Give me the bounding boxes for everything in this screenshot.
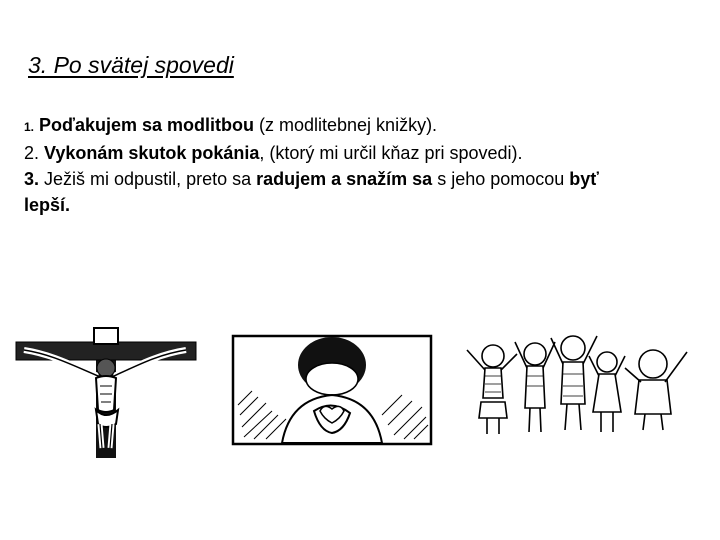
list-item-3-continuation	[24, 192, 696, 218]
happy-children-icon	[455, 322, 695, 437]
item-text-bold: byť	[569, 169, 599, 189]
instruction-list	[24, 112, 696, 218]
item-text-bold: Poďakujem sa modlitbou	[34, 115, 254, 135]
item-number: 3.	[24, 169, 40, 189]
item-text: (z modlitebnej knižky).	[254, 115, 438, 135]
list-item-3	[24, 166, 696, 192]
list-item-1	[24, 112, 696, 140]
item-text: , (ktorý mi určil kňaz pri spovedi).	[259, 143, 523, 163]
praying-boy-icon	[232, 335, 432, 445]
item-number: 1.	[24, 120, 35, 134]
item-text: s jeho pomocou	[432, 169, 570, 189]
item-number: 2.	[24, 143, 40, 163]
item-text: Ježiš mi odpustil, preto sa	[39, 169, 257, 189]
item-text-bold: lepší.	[24, 195, 71, 215]
list-item-2	[24, 140, 696, 166]
item-text-bold: Vykonám skutok pokánia	[39, 143, 260, 163]
item-text-bold: radujem a snažím sa	[256, 169, 433, 189]
page-title: 3. Po svätej spovedi	[28, 52, 234, 78]
crucifix-icon	[10, 320, 200, 460]
